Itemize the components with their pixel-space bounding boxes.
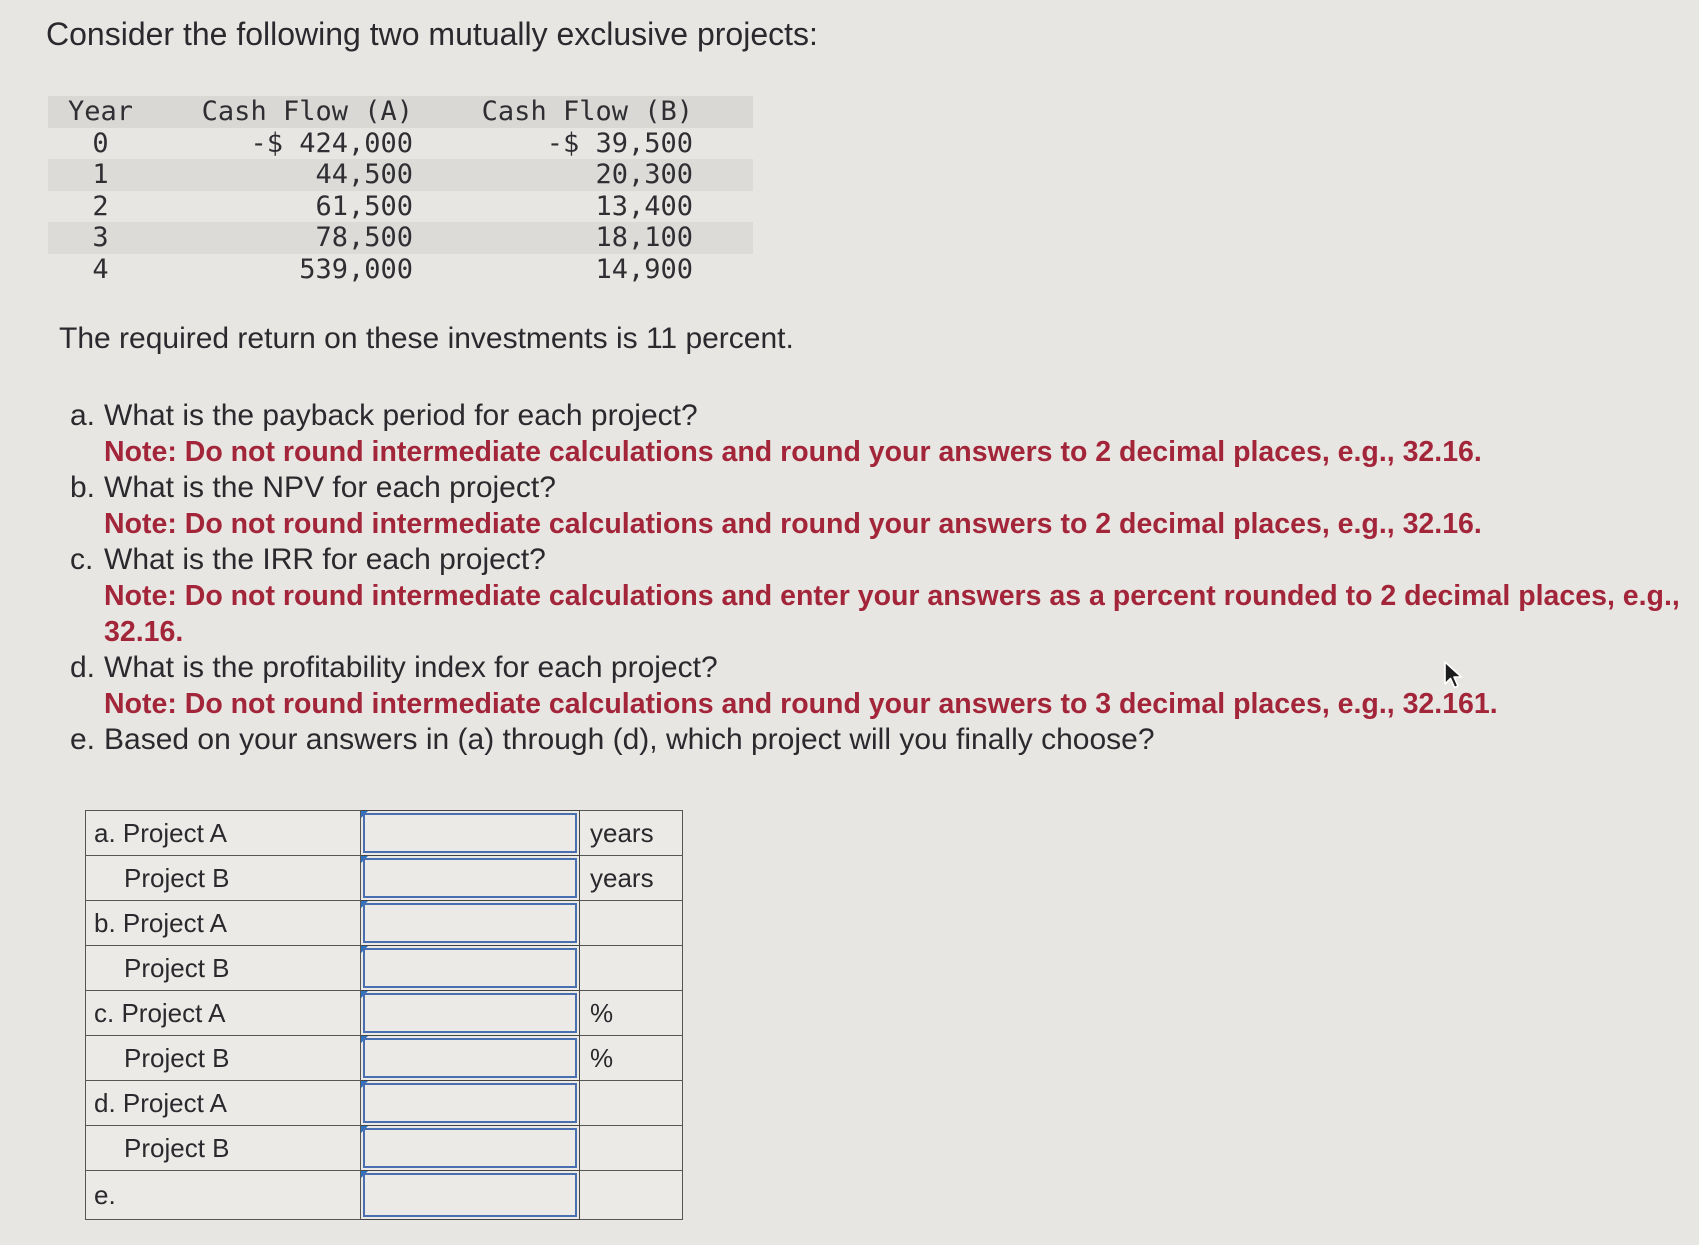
answer-row-b-project-b	[86, 946, 683, 991]
cash-flow-b-cell: -$ 39,500	[546, 127, 693, 159]
answer-label: a. Project A	[86, 811, 361, 856]
answer-cell	[361, 1081, 580, 1126]
irr-project-b-input[interactable]	[363, 1038, 577, 1078]
year-cell: 4	[92, 253, 109, 285]
question-note: Note: Do not round intermediate calculations and round your answers to 2 decimal places, e.g., 32.16.	[104, 436, 1482, 468]
year-cell: 1	[48, 159, 153, 191]
table-row	[48, 159, 753, 191]
answer-label: e.	[86, 1171, 361, 1220]
answer-cell	[361, 1036, 580, 1081]
answer-unit	[580, 901, 683, 946]
answer-unit: %	[580, 991, 683, 1036]
question-label: d.	[70, 651, 96, 684]
answer-row-c-project-a	[86, 991, 683, 1036]
pi-project-a-input[interactable]	[363, 1083, 577, 1123]
table-row	[48, 222, 753, 254]
answer-unit	[580, 1126, 683, 1171]
pi-project-b-input[interactable]	[363, 1128, 577, 1168]
question-note: Note: Do not round intermediate calculations and round your answers to 3 decimal places, e.g., 32.161.	[104, 688, 1498, 720]
question-c	[70, 542, 1699, 650]
question-text: What is the profitability index for each project?	[104, 651, 718, 684]
table-row	[48, 254, 753, 286]
answer-row-a-project-a	[86, 811, 683, 856]
question-a	[70, 398, 1699, 470]
answer-cell	[361, 811, 580, 856]
question-list	[70, 398, 1699, 758]
answer-unit: years	[580, 856, 683, 901]
question-note: Note: Do not round intermediate calculations and enter your answers as a percent rounded to 2 decimal places, e.g., 32.16.	[104, 580, 1680, 648]
irr-project-a-input[interactable]	[363, 993, 577, 1033]
answer-label: c. Project A	[86, 991, 361, 1036]
question-b	[70, 470, 1699, 542]
answer-cell	[361, 856, 580, 901]
question-note: Note: Do not round intermediate calculations and round your answers to 2 decimal places, e.g., 32.16.	[104, 508, 1482, 540]
answer-unit: %	[580, 1036, 683, 1081]
answer-unit	[580, 946, 683, 991]
npv-project-a-input[interactable]	[363, 903, 577, 943]
cash-flow-a-cell: 539,000	[299, 253, 413, 285]
cash-flow-header-row	[48, 96, 753, 128]
answer-label: Project B	[86, 856, 361, 901]
cash-flow-a-cell: -$ 424,000	[250, 127, 413, 159]
cash-flow-b-cell: 13,400	[595, 190, 693, 222]
answer-unit	[580, 1081, 683, 1126]
cash-flow-b-cell: 14,900	[595, 253, 693, 285]
cash-flow-a-cell: 78,500	[153, 222, 443, 254]
answer-row-d-project-b	[86, 1126, 683, 1171]
question-label: c.	[70, 543, 94, 576]
project-choice-dropdown[interactable]	[363, 1173, 577, 1217]
answer-label: Project B	[86, 1036, 361, 1081]
answer-cell	[361, 946, 580, 991]
answer-unit	[580, 1171, 683, 1220]
question-text: Based on your answers in (a) through (d), which project will you finally choose?	[104, 723, 1155, 756]
header-cash-flow-b: Cash Flow (B)	[443, 96, 753, 128]
required-return-text: The required return on these investments is 11 percent.	[59, 322, 794, 355]
answer-unit: years	[580, 811, 683, 856]
answer-row-e	[86, 1171, 683, 1220]
mouse-pointer-icon	[1443, 660, 1465, 690]
answer-cell	[361, 1171, 580, 1220]
answer-label: Project B	[86, 1126, 361, 1171]
year-cell: 2	[92, 190, 109, 222]
payback-project-a-input[interactable]	[363, 813, 577, 853]
npv-project-b-input[interactable]	[363, 948, 577, 988]
answer-cell	[361, 1126, 580, 1171]
question-text: What is the NPV for each project?	[104, 471, 556, 504]
question-e	[70, 722, 1699, 758]
question-label: b.	[70, 471, 96, 504]
answer-label: Project B	[86, 946, 361, 991]
question-text: What is the payback period for each project?	[104, 399, 698, 432]
answer-row-a-project-b	[86, 856, 683, 901]
year-cell: 3	[48, 222, 153, 254]
table-row	[48, 128, 753, 160]
cash-flow-b-cell: 20,300	[443, 159, 753, 191]
cash-flow-a-cell: 61,500	[315, 190, 413, 222]
header-cash-flow-a: Cash Flow (A)	[153, 96, 443, 128]
answer-row-b-project-a	[86, 901, 683, 946]
answer-table	[85, 810, 683, 1220]
table-row	[48, 191, 753, 223]
payback-project-b-input[interactable]	[363, 858, 577, 898]
cash-flow-table	[48, 96, 753, 285]
year-cell: 0	[92, 127, 109, 159]
cash-flow-a-cell: 44,500	[153, 159, 443, 191]
answer-label: b. Project A	[86, 901, 361, 946]
intro-text: Consider the following two mutually exclusive projects:	[46, 16, 818, 52]
cash-flow-b-cell: 18,100	[443, 222, 753, 254]
question-text: What is the IRR for each project?	[104, 543, 546, 576]
answer-row-d-project-a	[86, 1081, 683, 1126]
question-label: a.	[70, 399, 96, 432]
question-label: e.	[70, 723, 96, 756]
answer-row-c-project-b	[86, 1036, 683, 1081]
answer-cell	[361, 991, 580, 1036]
header-year: Year	[48, 96, 153, 128]
answer-label: d. Project A	[86, 1081, 361, 1126]
answer-cell	[361, 901, 580, 946]
